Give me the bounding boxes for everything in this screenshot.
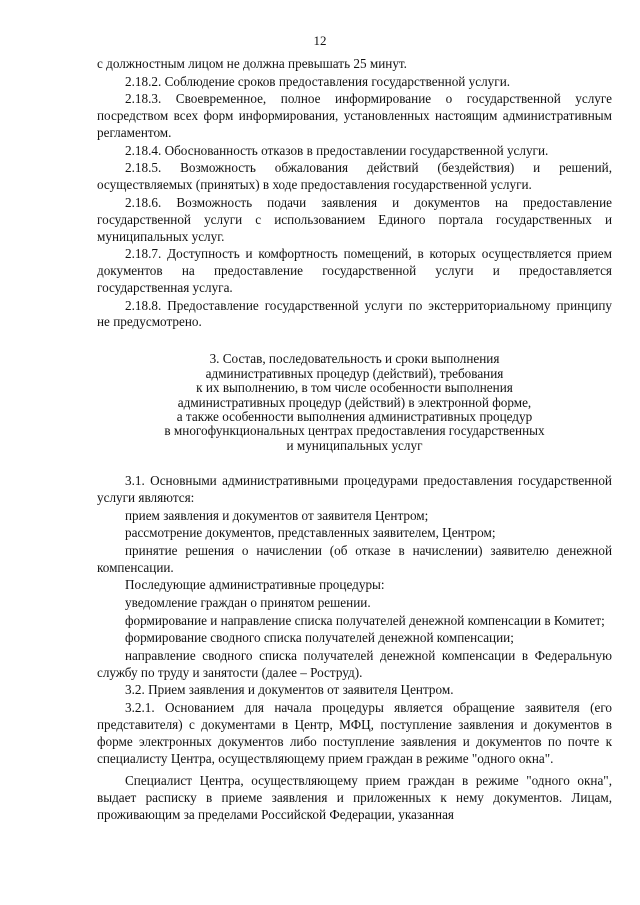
heading-line: административных процедур (действий), требования xyxy=(205,365,504,381)
paragraph: формирование сводного списка получателей денежной компенсации; xyxy=(125,630,514,646)
heading-line: в многофункциональных центрах предоставления государственных xyxy=(164,423,545,439)
paragraph: 2.18.5. Возможность обжалования действий (бездействия) и решений, осуществляемых (принятых) в ходе предоставления государственной услуги. xyxy=(97,160,612,193)
heading-line: и муниципальных услуг xyxy=(286,437,423,453)
heading-line: административных процедур (действий) в электронной форме, xyxy=(177,394,532,410)
paragraph: направление сводного списка получателей денежной компенсации в Федеральную службу по труду и занятости (далее – Роструд). xyxy=(97,647,612,680)
paragraph: 2.18.4. Обоснованность отказов в предоставлении государственной услуги. xyxy=(125,142,549,158)
section-heading xyxy=(97,352,612,453)
heading-line: 3. Состав, последовательность и сроки выполнения xyxy=(209,351,500,367)
paragraph: 3.1. Основными административными процедурами предоставления государственной услуги являются: xyxy=(97,473,612,506)
paragraph: 3.2.1. Основанием для начала процедуры является обращение заявителя (его представителя) с документами в Центр, МФЦ, поступление заявления и документов в форме электронных документов либо поступление заявления и документов по почте к специалисту Центра, осуществляющему прием граждан в режиме "одного окна". xyxy=(97,699,612,766)
paragraph: формирование и направление списка получателей денежной компенсации в Комитет; xyxy=(125,612,605,628)
paragraph: рассмотрение документов, представленных заявителем, Центром; xyxy=(125,525,496,541)
paragraph: уведомление граждан о принятом решении. xyxy=(125,594,371,610)
paragraph: 2.18.7. Доступность и комфортность помещений, в которых осуществляется прием документов на предоставление государственной услуги и предоставляется государственная услуга. xyxy=(97,246,612,295)
document-body xyxy=(97,56,612,825)
heading-line: к их выполнению, в том числе особенности выполнения xyxy=(196,380,513,396)
paragraph: 2.18.6. Возможность подачи заявления и документов на предоставление государственной услуги с использованием Единого портала государственных и муниципальных услуг. xyxy=(97,194,612,244)
paragraph: с должностным лицом не должна превышать 25 минут. xyxy=(97,56,407,71)
paragraphs-after xyxy=(97,473,612,824)
paragraph: принятие решения о начислении (об отказе в начислении) заявителю денежной компенсации. xyxy=(97,542,612,575)
page-number: 12 xyxy=(313,33,327,48)
paragraph: Специалист Центра, осуществляющему прием граждан в режиме "одного окна", выдает расписку в приеме заявления и приложенных к нему документов. Лицам, проживающим за пределами Российской Федерации, указанная xyxy=(97,773,612,823)
paragraphs-before xyxy=(97,56,612,331)
paragraph: прием заявления и документов от заявителя Центром; xyxy=(125,507,429,523)
heading-line: а также особенности выполнения административных процедур xyxy=(176,408,533,424)
paragraph: 2.18.8. Предоставление государственной услуги по экстерриториальному принципу не предусмотрено. xyxy=(97,297,612,330)
paragraph: 3.2. Прием заявления и документов от заявителя Центром. xyxy=(125,682,454,698)
paragraph: 2.18.2. Соблюдение сроков предоставления государственной услуги. xyxy=(125,73,511,89)
paragraph: 2.18.3. Своевременное, полное информирование о государственной услуге посредством всех форм информирования, установленных настоящим административным регламентом. xyxy=(97,91,612,140)
paragraph: Последующие административные процедуры: xyxy=(125,577,385,593)
